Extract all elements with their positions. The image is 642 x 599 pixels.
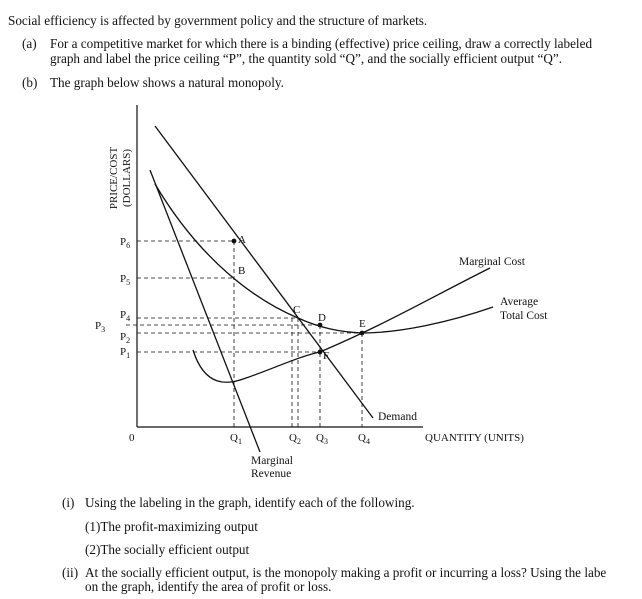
part-a-label: (a) [22,36,37,51]
point-labels [238,234,366,362]
question-i-label: (i) [62,495,75,510]
intro-text: Social efficiency is affected by government policy and the structure of markets. [8,13,428,28]
x-axis-title: QUANTITY (UNITS) [425,432,524,444]
question-i-text: Using the labeling in the graph, identify each of the following. [85,495,415,510]
marginal-revenue-curve [150,170,260,452]
origin-label: 0 [129,432,135,444]
question-i-item-2: (2)The socially efficient output [85,542,250,557]
q4-label: $Q_4$ [358,432,370,446]
question-ii-line2: on the graph, identify the area of profit or loss. [85,579,332,594]
part-b-label: (b) [22,75,38,90]
atc-label-line2: Total Cost [500,310,548,322]
question-ii-label: (ii) [62,565,79,580]
price-labels [95,236,130,360]
marginal-cost-label: Marginal Cost [459,256,525,268]
mr-label-line1: Marginal [251,455,293,467]
question-ii-line1: At the socially efficient output, is the monopoly making a profit or incurring a loss? Using the labe [85,565,607,580]
q1-label: $Q_1$ [230,432,242,446]
q3-label: $Q_3$ [316,432,328,446]
atc-label-line1: Average [500,296,539,308]
point-f-dot [318,350,323,355]
quantity-guides [234,241,362,427]
q2-label: $Q_2$ [289,432,301,446]
point-e-dot [360,331,365,336]
part-b-text: The graph below shows a natural monopoly. [50,75,284,90]
quantity-labels [129,432,524,446]
p4-label: $P_4$ [120,309,131,323]
p1-label: $P_1$ [120,346,131,360]
demand-label: Demand [378,411,417,423]
p5-label: $P_5$ [120,273,131,287]
p2-label: $P_2$ [120,331,131,345]
y-axis-unit: (DOLLARS) [121,148,133,208]
mr-label-line2: Revenue [251,468,292,480]
question-i-item-1: (1)The profit-maximizing output [85,519,258,534]
point-b-label: B [238,265,246,277]
point-c-label: C [293,304,301,316]
p6-label: $P_6$ [120,236,131,250]
y-axis-title: PRICE/COST [108,146,120,210]
part-a-text: For a competitive market for which there is a binding (effective) price ceiling, draw a correctly labeled graph and label the price ceiling “P”, the quantity sold “Q”, and the socially efficient output “Q”. [50,36,593,66]
point-a-label: A [238,234,246,246]
average-total-cost-curve [155,184,493,333]
point-f-label: F [323,350,330,362]
point-e-label: E [359,318,366,330]
point-d-label: D [318,312,326,324]
p3-label: $P_3$ [95,320,106,334]
curve-labels [251,256,548,480]
point-a-dot [232,239,237,244]
demand-curve [155,126,373,418]
marginal-cost-curve [193,268,490,382]
price-guides [126,241,362,352]
